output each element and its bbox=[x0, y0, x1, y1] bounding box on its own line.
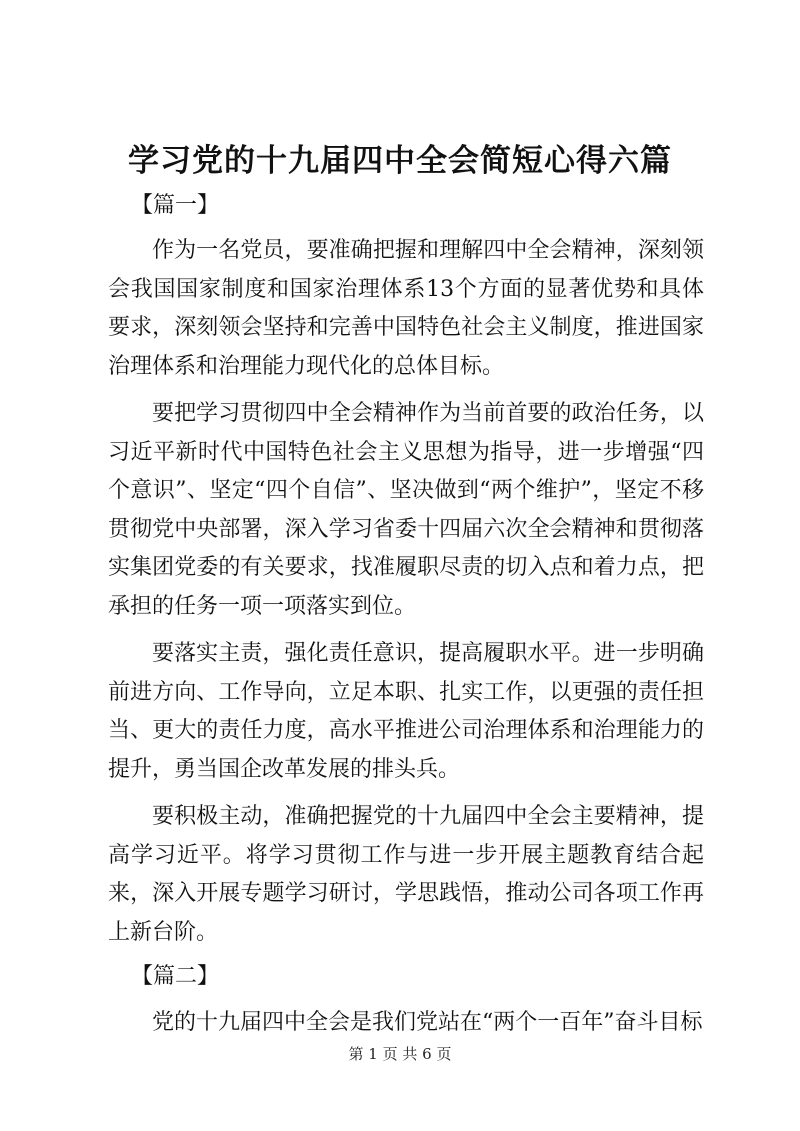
section-label-1: 【篇一】 bbox=[131, 193, 220, 218]
paragraph-5: 党的十九届四中全会是我们党站在“两个一百年”奋斗目标 bbox=[152, 1010, 703, 1035]
paragraph-3: 要落实主责，强化责任意识，提高履职水平。进一步明确前进方向、工作导向，立足本职、扎实工作，以更强的责任担当、更大的责任力度，高水平推进公司治理体系和治理能力的提升，勇当国企改革发展的排头兵。 bbox=[108, 641, 704, 782]
document-title: 学习党的十九届四中全会简短心得六篇 bbox=[128, 143, 672, 179]
page-footer: 第 1 页 共 6 页 bbox=[348, 1045, 452, 1063]
document-body bbox=[108, 187, 704, 1043]
paragraph-2: 要把学习贯彻四中全会精神作为当前首要的政治任务，以习近平新时代中国特色社会主义思想为指导，进一步增强“四个意识”、坚定“四个自信”、坚决做到“两个维护”，坚定不移贯彻党中央部署，深入学习省委十四届六次全会精神和贯彻落实集团党委的有关要求，找准履职尽责的切入点和着力点，把承担的任务一项一项落实到位。 bbox=[108, 401, 704, 619]
section-label-2: 【篇二】 bbox=[131, 964, 220, 989]
paragraph-4: 要积极主动，准确把握党的十九届四中全会主要精神，提高学习近平。将学习贯彻工作与进一步开展主题教育结合起来，深入开展专题学习研讨，学思践悟，推动公司各项工作再上新台阶。 bbox=[108, 804, 704, 945]
paragraph-1: 作为一名党员，要准确把握和理解四中全会精神，深刻领会我国国家制度和国家治理体系13个方面的显著优势和具体要求，深刻领会坚持和完善中国特色社会主义制度，推进国家治理体系和治理能力现代化的总体目标。 bbox=[108, 238, 704, 379]
